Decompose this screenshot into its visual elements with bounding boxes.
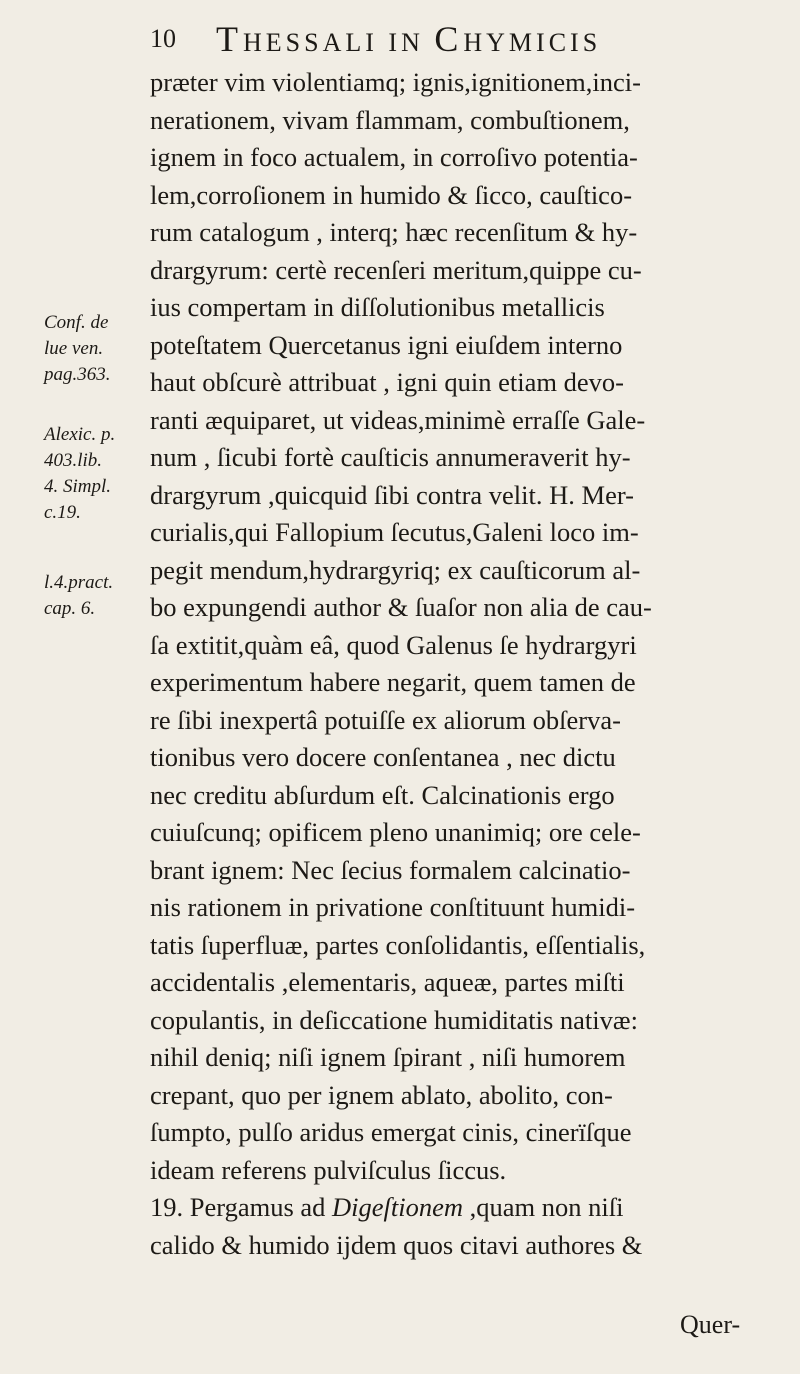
text-line: experimentum habere negarit, quem tamen de [150, 667, 636, 697]
title-word-2: IN [388, 28, 435, 57]
text-line: copulantis, in deſiccatione humiditatis nativæ: [150, 1004, 638, 1035]
italic-term: Digeſtionem [332, 1192, 464, 1222]
text-line: ignem in foco actualem, in corroſivo potentia- [150, 142, 638, 172]
catchword: Quer- [680, 1310, 741, 1339]
text-line-start: 19. Pergamus ad [150, 1192, 333, 1222]
text-line: cuiuſcunq; opificem pleno unanimiq; ore cele- [150, 817, 641, 847]
text-line: ranti æquiparet, ut videas,minimè erraſſe Gale- [150, 404, 646, 435]
margin-note-line: Alexic. p. [44, 424, 116, 445]
margin-note-line: 4. Simpl. [44, 476, 112, 497]
text-line: accidentalis ,elementaris, aqueæ, partes miſti [150, 967, 625, 997]
text-line: bo expungendi author & ſuaſor non alia de cau- [150, 592, 652, 622]
text-line: pegit mendum,hydrargyriq; ex cauſticorum al- [150, 554, 641, 585]
running-title [216, 18, 601, 60]
margin-note-line: 403.lib. [44, 450, 103, 471]
text-line: ius compertam in diſſolutionibus metallicis [150, 292, 605, 322]
title-initial-1: T [216, 19, 243, 59]
text-line: curialis,qui Fallopium ſecutus,Galeni loco im- [150, 517, 639, 547]
margin-note [44, 422, 115, 526]
text-line: haut obſcurè attribuat , igni quin etiam devo- [150, 367, 624, 397]
text-line: num , ſicubi fortè cauſticis annumeraverit hy- [150, 442, 631, 472]
text-line: nerationem, vivam flammam, combuſtionem, [150, 104, 630, 135]
text-line: brant ignem: Nec ſecius formalem calcinatio- [150, 854, 631, 885]
body-text [150, 64, 790, 1264]
text-line: tatis ſuperfluæ, partes conſolidantis, eſſentialis, [150, 929, 646, 960]
text-line-end: ,quam non niſi [463, 1192, 624, 1222]
text-line: drargyrum: certè recenſeri meritum,quippe cu- [150, 254, 642, 285]
margin-note-line: Conf. de [44, 312, 109, 333]
title-word-3: HYMICIS [463, 28, 602, 57]
page-number: 10 [150, 24, 176, 53]
margin-note-line: l.4.pract. [44, 572, 114, 593]
running-header [150, 18, 780, 66]
text-line: poteſtatem Quercetanus igni eiuſdem interno [150, 329, 623, 360]
text-line: nihil deniq; niſi ignem ſpirant , niſi humorem [150, 1042, 626, 1072]
title-initial-2: C [434, 19, 464, 59]
text-line: calido & humido ijdem quos citavi authores & [150, 1229, 643, 1260]
margin-note-line: c.19. [44, 502, 81, 523]
margin-note-line: cap. 6. [44, 598, 96, 619]
margin-note [44, 570, 113, 622]
text-line: drargyrum ,quicquid ſibi contra velit. H. Mer- [150, 479, 634, 510]
text-line: lem,corroſionem in humido & ſicco, cauſtico- [150, 179, 633, 210]
margin-note-line: lue ven. [44, 338, 104, 359]
margin-note [44, 310, 111, 388]
text-line: re ſibi inexpertâ potuiſſe ex aliorum obſerva- [150, 704, 621, 735]
text-line: tionibus vero docere conſentanea , nec dictu [150, 742, 616, 772]
text-line: rum catalogum , interq; hæc recenſitum & hy- [150, 217, 638, 247]
text-line: nec creditu abſurdum eſt. Calcinationis ergo [150, 779, 615, 810]
title-word-1: HESSALI [243, 28, 389, 57]
text-line: crepant, quo per ignem ablato, abolito, con- [150, 1079, 613, 1110]
text-line: ſa extitit,quàm eâ, quod Galenus ſe hydrargyri [150, 629, 637, 660]
text-line: præter vim violentiamq; ignis,ignitionem,inci- [150, 67, 641, 97]
text-line: ideam referens pulviſculus ſiccus. [150, 1154, 507, 1185]
margin-note-line: pag.363. [44, 364, 111, 385]
text-line: nis rationem in privatione conſtituunt humidi- [150, 892, 636, 922]
text-line: ſumpto, pulſo aridus emergat cinis, cinerïſque [150, 1117, 632, 1147]
text-line [150, 1189, 790, 1227]
